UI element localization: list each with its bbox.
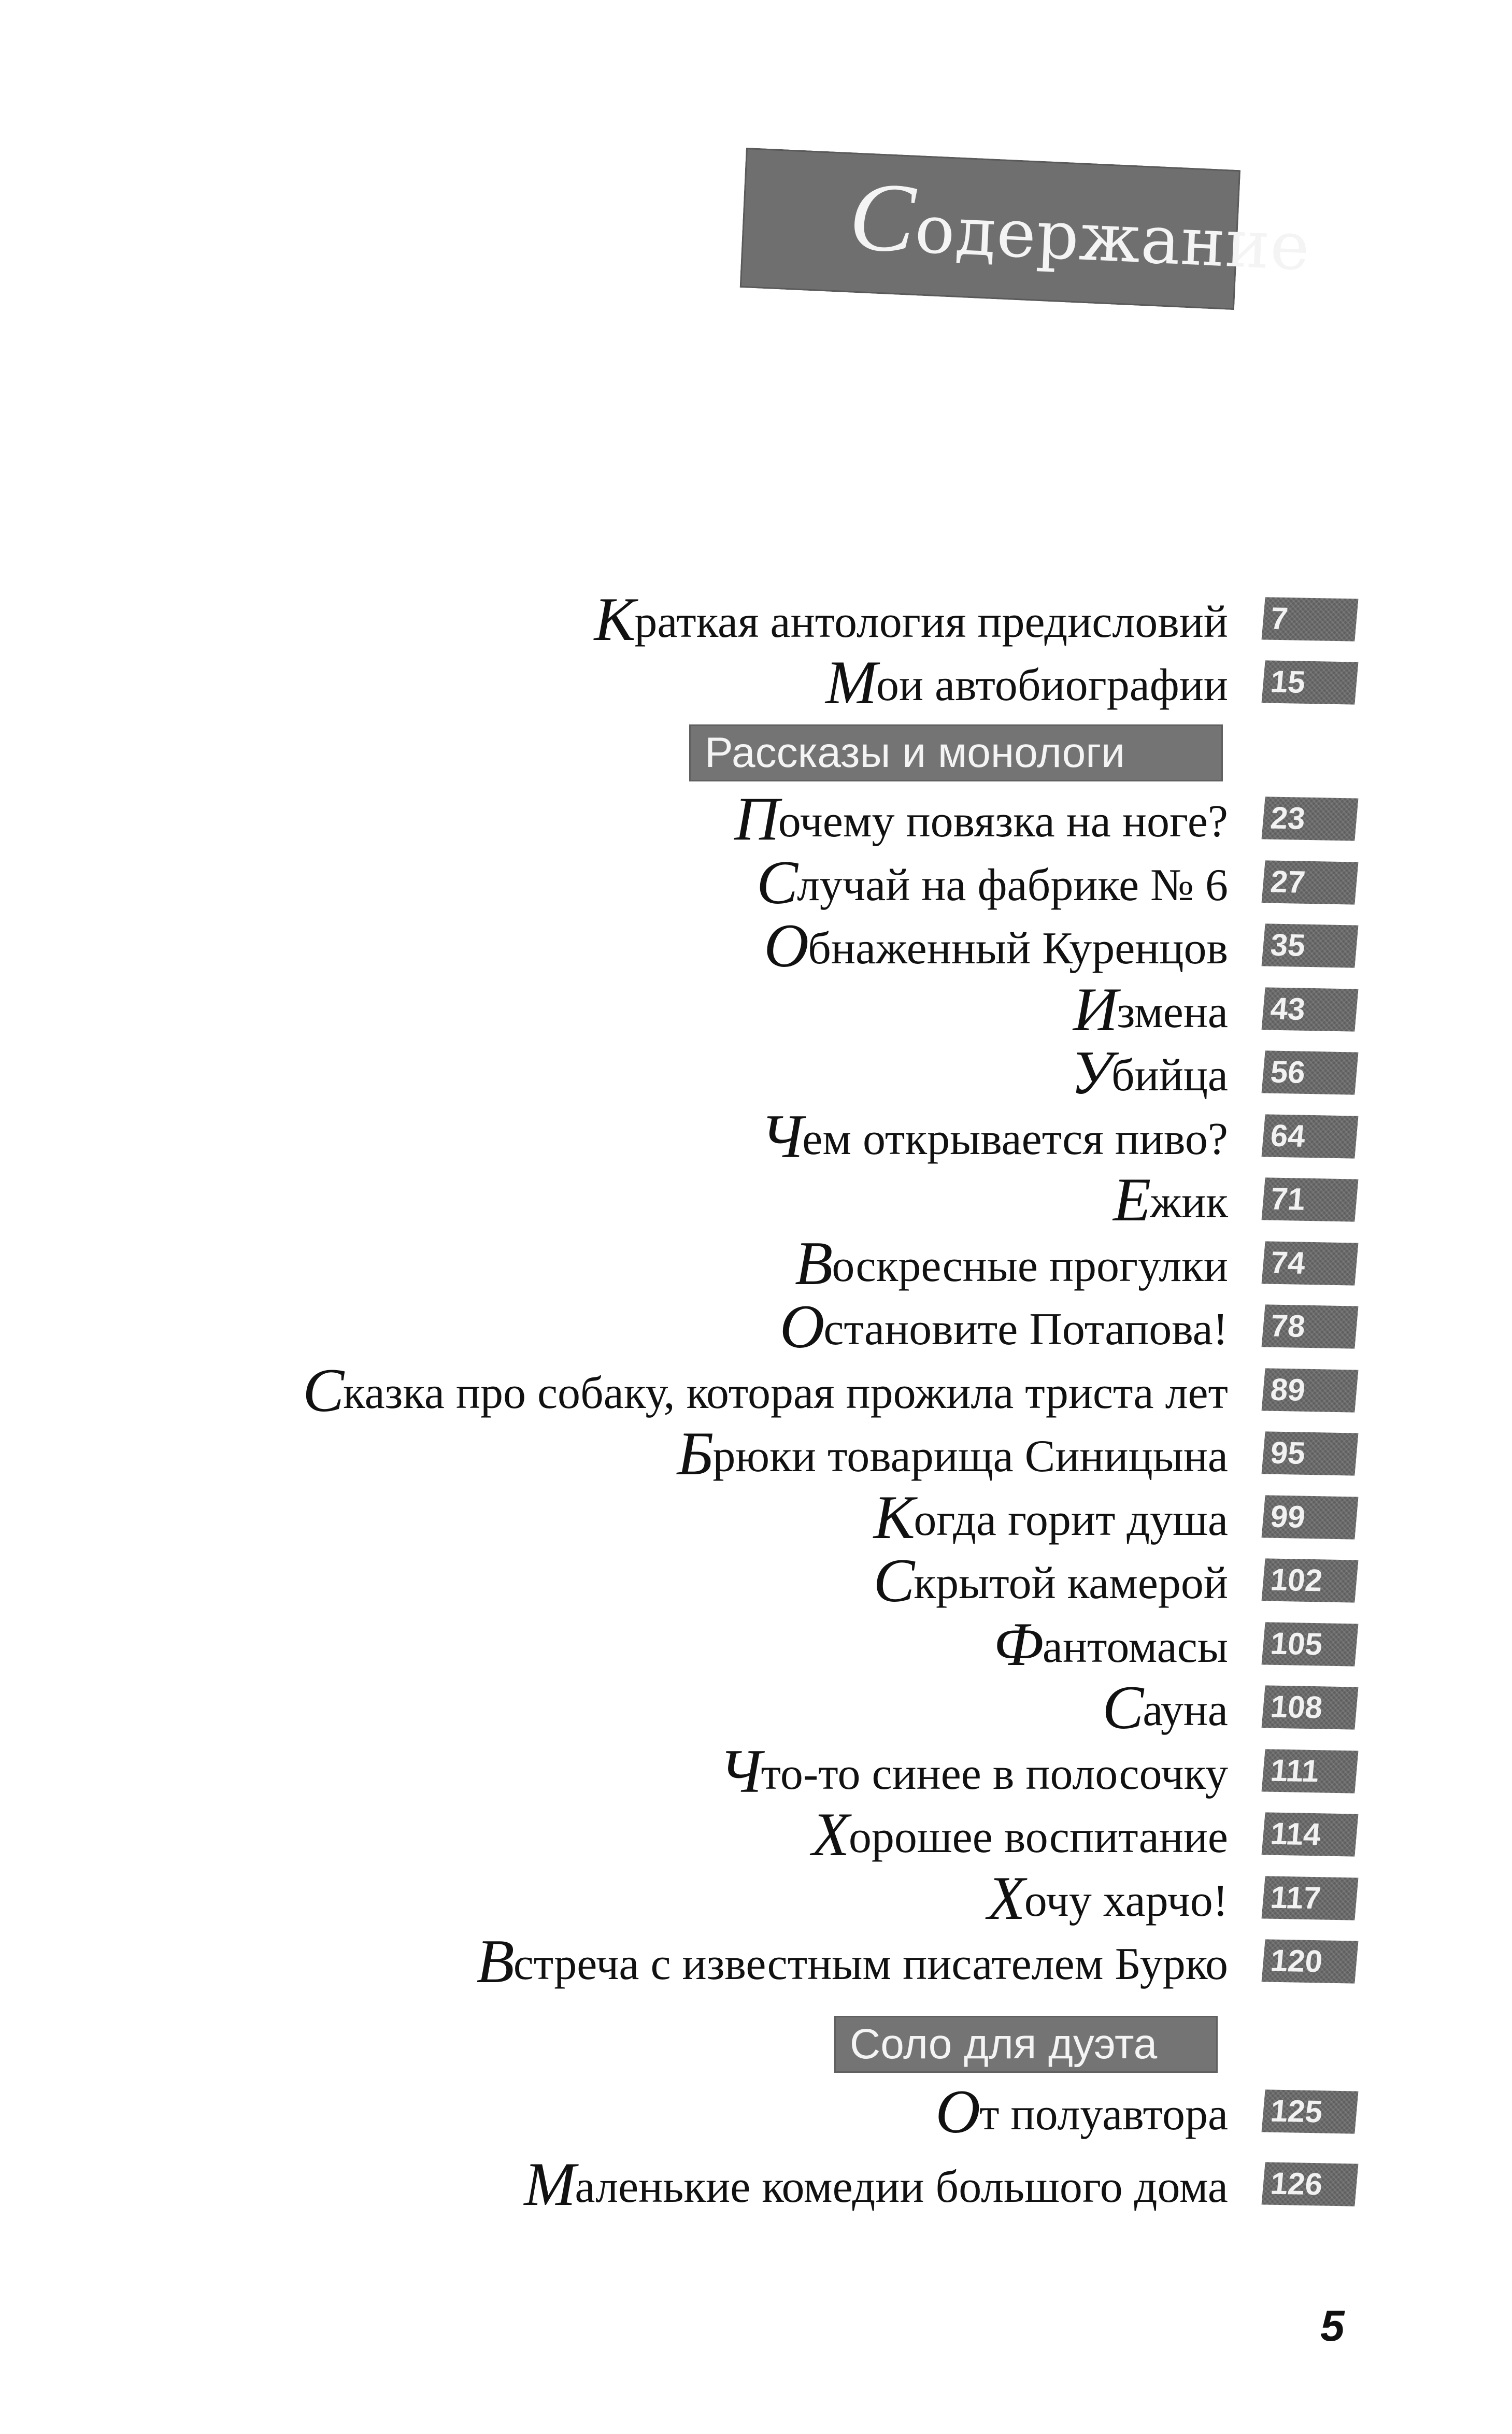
toc-entry [0, 1165, 1512, 1234]
toc-entry-text: рюки товарища Синицына [712, 1431, 1228, 1482]
toc-entry [0, 585, 1512, 653]
toc-page-badge [1262, 597, 1359, 641]
toc-entry-initial: У [1071, 1038, 1111, 1107]
toc-entry-title [873, 1483, 1228, 1552]
toc-page-badge [1262, 987, 1359, 1031]
toc-page-number: 95 [1269, 1435, 1307, 1471]
toc-entry [0, 1483, 1512, 1552]
toc-page-badge [1262, 923, 1359, 967]
toc-entry-text: казка про собаку, которая прожила триста лет [343, 1368, 1228, 1418]
toc-page-badge [1262, 1050, 1359, 1094]
toc-page-number: 105 [1269, 1626, 1324, 1662]
toc-entry-text: очу харчо! [1024, 1876, 1228, 1926]
toc-entry [0, 911, 1512, 980]
toc-entry-title [303, 1356, 1228, 1425]
toc-entry-title [524, 2150, 1228, 2218]
toc-page-number: 71 [1269, 1181, 1307, 1217]
toc-entry-text: антомасы [1042, 1622, 1228, 1672]
toc-entry-title [935, 2077, 1228, 2146]
toc-page-number: 102 [1269, 1562, 1324, 1598]
toc-page-number: 35 [1269, 927, 1307, 963]
toc-entry-initial: Б [677, 1419, 713, 1488]
toc-page-number: 120 [1269, 1943, 1324, 1979]
toc-entry [0, 1292, 1512, 1361]
page-number-folio: 5 [1320, 2301, 1345, 2350]
toc-entry [0, 1800, 1512, 1869]
toc-entry [0, 2077, 1512, 2146]
toc-entry-title [756, 848, 1228, 917]
toc-entry-title [825, 648, 1228, 717]
toc-entry [0, 1102, 1512, 1171]
toc-entry-initial: О [779, 1292, 824, 1361]
toc-entry-title [1113, 1165, 1228, 1234]
toc-entry-text: ем открывается пиво? [802, 1114, 1228, 1164]
toc-entry-initial: О [935, 2077, 980, 2146]
toc-entry-title [1071, 1038, 1228, 1107]
toc-entry-title [594, 585, 1228, 653]
toc-entry [0, 1673, 1512, 1742]
toc-page-badge [1262, 1558, 1359, 1602]
section-heading-stories-label: Рассказы и монологи [705, 729, 1125, 776]
toc-page-number: 111 [1269, 1753, 1321, 1789]
toc-entry-title [476, 1927, 1228, 1996]
toc-entry-title [760, 1102, 1228, 1171]
toc-entry-initial: М [524, 2150, 575, 2218]
toc-entry-title [719, 1736, 1228, 1805]
toc-entry-initial: С [873, 1546, 914, 1615]
toc-entry-text: становите Потапова! [823, 1304, 1228, 1355]
toc-entry-initial: С [1102, 1673, 1143, 1742]
toc-page-number: 27 [1269, 864, 1307, 900]
toc-entry-text: очему повязка на ноге? [778, 796, 1228, 847]
toc-page-number: 15 [1269, 664, 1307, 700]
toc-entry-title [993, 1610, 1228, 1678]
toc-page-badge [1262, 1685, 1359, 1729]
toc-entry-text: орошее воспитание [848, 1812, 1228, 1862]
toc-entry-initial: В [795, 1229, 832, 1298]
toc-page-number: 108 [1269, 1689, 1324, 1725]
toc-entry [0, 1863, 1512, 1932]
toc-entry-text: ои автобиографии [876, 660, 1228, 710]
toc-page-badge [1262, 860, 1359, 904]
toc-entry-title [764, 911, 1228, 980]
toc-page-number: 74 [1269, 1245, 1307, 1280]
toc-entry-title [987, 1863, 1228, 1932]
toc-page-badge [1262, 1368, 1359, 1412]
toc-page-number: 7 [1269, 601, 1290, 636]
toc-entry-initial: П [734, 784, 778, 853]
toc-entry-text: то-то синее в полосочку [761, 1749, 1228, 1799]
toc-entry-initial: С [303, 1356, 344, 1425]
section-heading-solo-label: Соло для дуэта [850, 2020, 1158, 2068]
toc-entry [0, 848, 1512, 917]
toc-entry-initial: М [825, 648, 876, 717]
toc-page-number: 99 [1269, 1499, 1307, 1534]
toc-entry-text: лучай на фабрике № 6 [796, 860, 1228, 910]
toc-page-badge [1262, 1114, 1359, 1158]
toc-entry-title [873, 1546, 1228, 1615]
toc-page-badge [1262, 796, 1359, 841]
toc-entry-initial: Х [811, 1800, 849, 1869]
toc-entry-text: т полуавтора [979, 2089, 1228, 2140]
toc-entry [0, 784, 1512, 853]
toc-entry [0, 1356, 1512, 1425]
toc-entry [0, 648, 1512, 717]
toc-page-number: 89 [1269, 1372, 1307, 1407]
toc-page-badge [1262, 660, 1359, 704]
toc-page-number: 125 [1269, 2093, 1324, 2129]
toc-entry-initial: И [1073, 975, 1117, 1044]
toc-entry-text: жик [1150, 1177, 1228, 1228]
toc-entry [0, 975, 1512, 1044]
section-heading-solo [834, 2016, 1218, 2073]
toc-page-badge [1262, 1749, 1359, 1793]
section-heading-stories [689, 724, 1223, 781]
toc-page-number: 23 [1269, 800, 1307, 836]
toc-page-badge [1262, 1177, 1359, 1221]
toc-entry-title [779, 1292, 1228, 1361]
toc-entry [0, 1546, 1512, 1615]
toc-page-number: 117 [1269, 1880, 1322, 1916]
contents-title-rest: одержание [913, 191, 1312, 286]
toc-page-badge [1262, 1939, 1359, 1983]
toc-entry-initial: О [764, 911, 808, 980]
toc-entry-text: раткая антология предисловий [634, 597, 1228, 647]
toc-entry-title [734, 784, 1228, 853]
toc-page-number: 56 [1269, 1054, 1307, 1090]
toc-entry-title [1073, 975, 1228, 1044]
toc-entry-initial: К [594, 585, 635, 653]
toc-entry-initial: С [756, 848, 797, 917]
toc-entry-initial: Е [1113, 1165, 1150, 1234]
toc-page-badge [1262, 1812, 1359, 1856]
toc-entry [0, 1229, 1512, 1298]
toc-entry-initial: Х [987, 1863, 1024, 1932]
toc-page-number: 126 [1269, 2166, 1324, 2202]
toc-page-badge [1262, 1876, 1359, 1920]
toc-page-number: 78 [1269, 1308, 1307, 1344]
toc-entry [0, 1419, 1512, 1488]
toc-page-number: 43 [1269, 991, 1307, 1027]
toc-entry-initial: Ч [719, 1736, 761, 1805]
toc-page-badge [1262, 1431, 1359, 1475]
toc-page-badge [1262, 1495, 1359, 1539]
toc-entry-text: оскресные прогулки [832, 1241, 1228, 1291]
toc-entry-initial: Ф [993, 1610, 1043, 1678]
toc-entry-initial: В [476, 1927, 513, 1996]
toc-entry-text: огда горит душа [914, 1495, 1228, 1545]
toc-entry-initial: К [873, 1483, 914, 1552]
toc-page-badge [1262, 2162, 1359, 2206]
toc-entry-title [811, 1800, 1228, 1869]
toc-entry [0, 2150, 1512, 2218]
toc-entry-title [1102, 1673, 1228, 1742]
toc-entry [0, 1927, 1512, 1996]
toc-entry-text: стреча с известным писателем Бурко [513, 1939, 1228, 1989]
toc-page-badge [1262, 1622, 1359, 1666]
toc-entry-title [677, 1419, 1228, 1488]
toc-entry-text: аленькие комедии большого дома [575, 2162, 1228, 2212]
toc-entry-text: змена [1117, 987, 1228, 1037]
toc-page-number: 64 [1269, 1118, 1307, 1154]
toc-entry-text: крытой камерой [914, 1558, 1228, 1609]
toc-entry [0, 1736, 1512, 1805]
toc-page-badge [1262, 1304, 1359, 1348]
toc-entry-text: бийца [1111, 1050, 1228, 1101]
toc-entry-text: ауна [1143, 1685, 1228, 1735]
toc-entry [0, 1038, 1512, 1107]
toc-page-badge [1262, 2089, 1359, 2133]
toc-entry [0, 1610, 1512, 1678]
toc-page-badge [1262, 1241, 1359, 1285]
toc-entry-title [795, 1229, 1228, 1298]
toc-entry-initial: Ч [760, 1102, 803, 1171]
toc-entry-text: бнаженный Куренцов [808, 923, 1228, 974]
contents-title-initial: С [847, 162, 918, 274]
toc-page-number: 114 [1269, 1816, 1322, 1852]
